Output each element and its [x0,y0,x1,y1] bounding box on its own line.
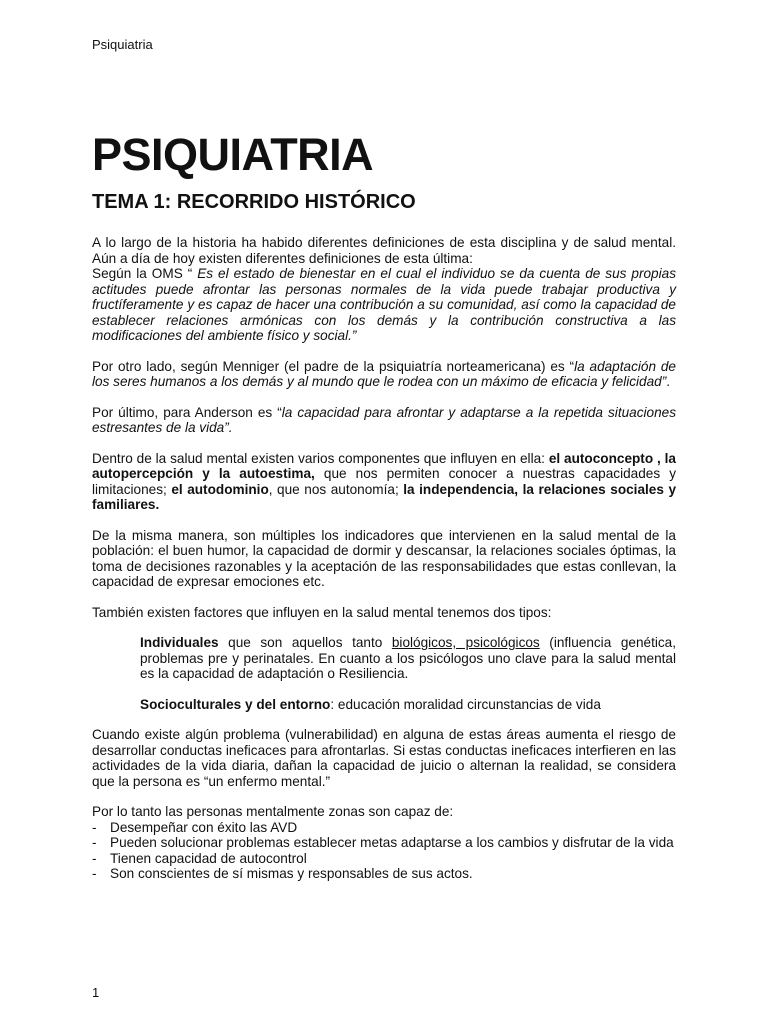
components-text-2: que nos permiten conocer a nuestras capacidades y limitaciones; [92,466,676,497]
components-bold-1: el autoconcepto , la autopercepción y la autoestima, [92,450,676,481]
individuales-bold: Individuales [140,635,219,650]
abilities-list [92,820,676,882]
components-text-1: Dentro de la salud mental existen varios componentes que influyen en ella: [92,450,549,466]
list-item: - Tienen capacidad de autocontrol [92,851,676,867]
menniger-quote: la adaptación de los seres humanos a los demás y al mundo que le rodea con un máximo de eficacia y felicidad” [92,358,676,389]
paragraph-menniger [92,359,676,390]
paragraph-abilities: Por lo tanto las personas mentalmente zonas son capaz de: [92,804,454,819]
components-bold-3: la independencia, la relaciones sociales y familiares. [92,481,677,512]
individuales-text-2: (influencia genética, problemas pre y perinatales. En cuanto a los psicólogos uno clave para la salud mental es la capacidad de adaptación o Resiliencia. [140,635,677,681]
list-item: - Son conscientes de sí mismas y responsables de sus actos. [92,866,676,882]
paragraph-individuales [140,635,676,682]
components-bold-2: el autodominio [171,481,269,497]
paragraph-components [92,451,676,513]
menniger-lead: Por otro lado, según Menniger (el padre de la psiquiatría norteamericana) es “ [92,358,575,374]
socioculturales-bold: Socioculturales y del entorno [140,696,331,712]
oms-quote: Es el estado de bienestar en el cual el individuo se da cuenta de sus propias actitudes puede afrontar las personas normales de la vida puede trabajar productiva y fructíferamente y es capaz de hacer una contribución a su comunidad, así como la capacidad de establecer relaciones armónicas con los demás y la contribución constructiva a las modificaciones del ambiente físico y social.” [92,266,676,343]
anderson-quote: la capacidad para afrontar y adaptarse a la repetida situaciones estresantes de la vida”. [92,404,677,435]
paragraph-problem: Cuando existe algún problema (vulnerabilidad) en alguna de estas áreas aumenta el riesgo de desarrollar conductas ineficaces para afrontarlas. Si estas conductas ineficaces interfieren en las actividades de la vida diaria, dañan la capacidad de juicio o alternan la realidad, se considera que la persona es “un enfermo mental.” [92,727,676,789]
document-body [92,235,676,882]
list-item: - Pueden solucionar problemas establecer metas adaptarse a los cambios y disfrutar de la vida [92,835,676,851]
paragraph-intro [92,235,676,344]
oms-lead: Según la OMS “ [92,266,198,281]
list-item: - Desempeñar con éxito las AVD [92,820,676,836]
anderson-lead: Por último, para Anderson es “ [92,404,282,420]
components-text-3: , que nos autonomía; [268,481,404,497]
individuales-text-1: que son aquellos tanto [218,635,392,650]
individuales-underlined: biológicos, psicológicos [391,635,540,650]
running-header: Psiquiatria [92,37,153,52]
paragraph-socioculturales [140,697,676,713]
socioculturales-text: : educación moralidad circunstancias de vida [330,696,601,712]
menniger-end: . [666,374,671,389]
page-number: 1 [92,985,100,1000]
section-title: TEMA 1: RECORRIDO HISTÓRICO [92,191,416,213]
paragraph-factors: También existen factores que influyen en la salud mental tenemos dos tipos: [92,604,552,620]
paragraph-indicators: De la misma manera, son múltiples los indicadores que intervienen en la salud mental de la población: el buen humor, la capacidad de dormir y descansar, la relaciones sociales óptimas, la toma de decisiones razonables y la aceptación de las responsabilidades que estas conllevan, la capacidad de expresar emociones etc. [92,527,676,589]
intro-text: A lo largo de la historia ha habido diferentes definiciones de esta disciplina y de salud mental. Aún a día de hoy existen diferentes definiciones de esta última: [92,235,676,266]
paragraph-anderson [92,405,676,436]
page-title: PSIQUIATRIA [92,129,374,180]
